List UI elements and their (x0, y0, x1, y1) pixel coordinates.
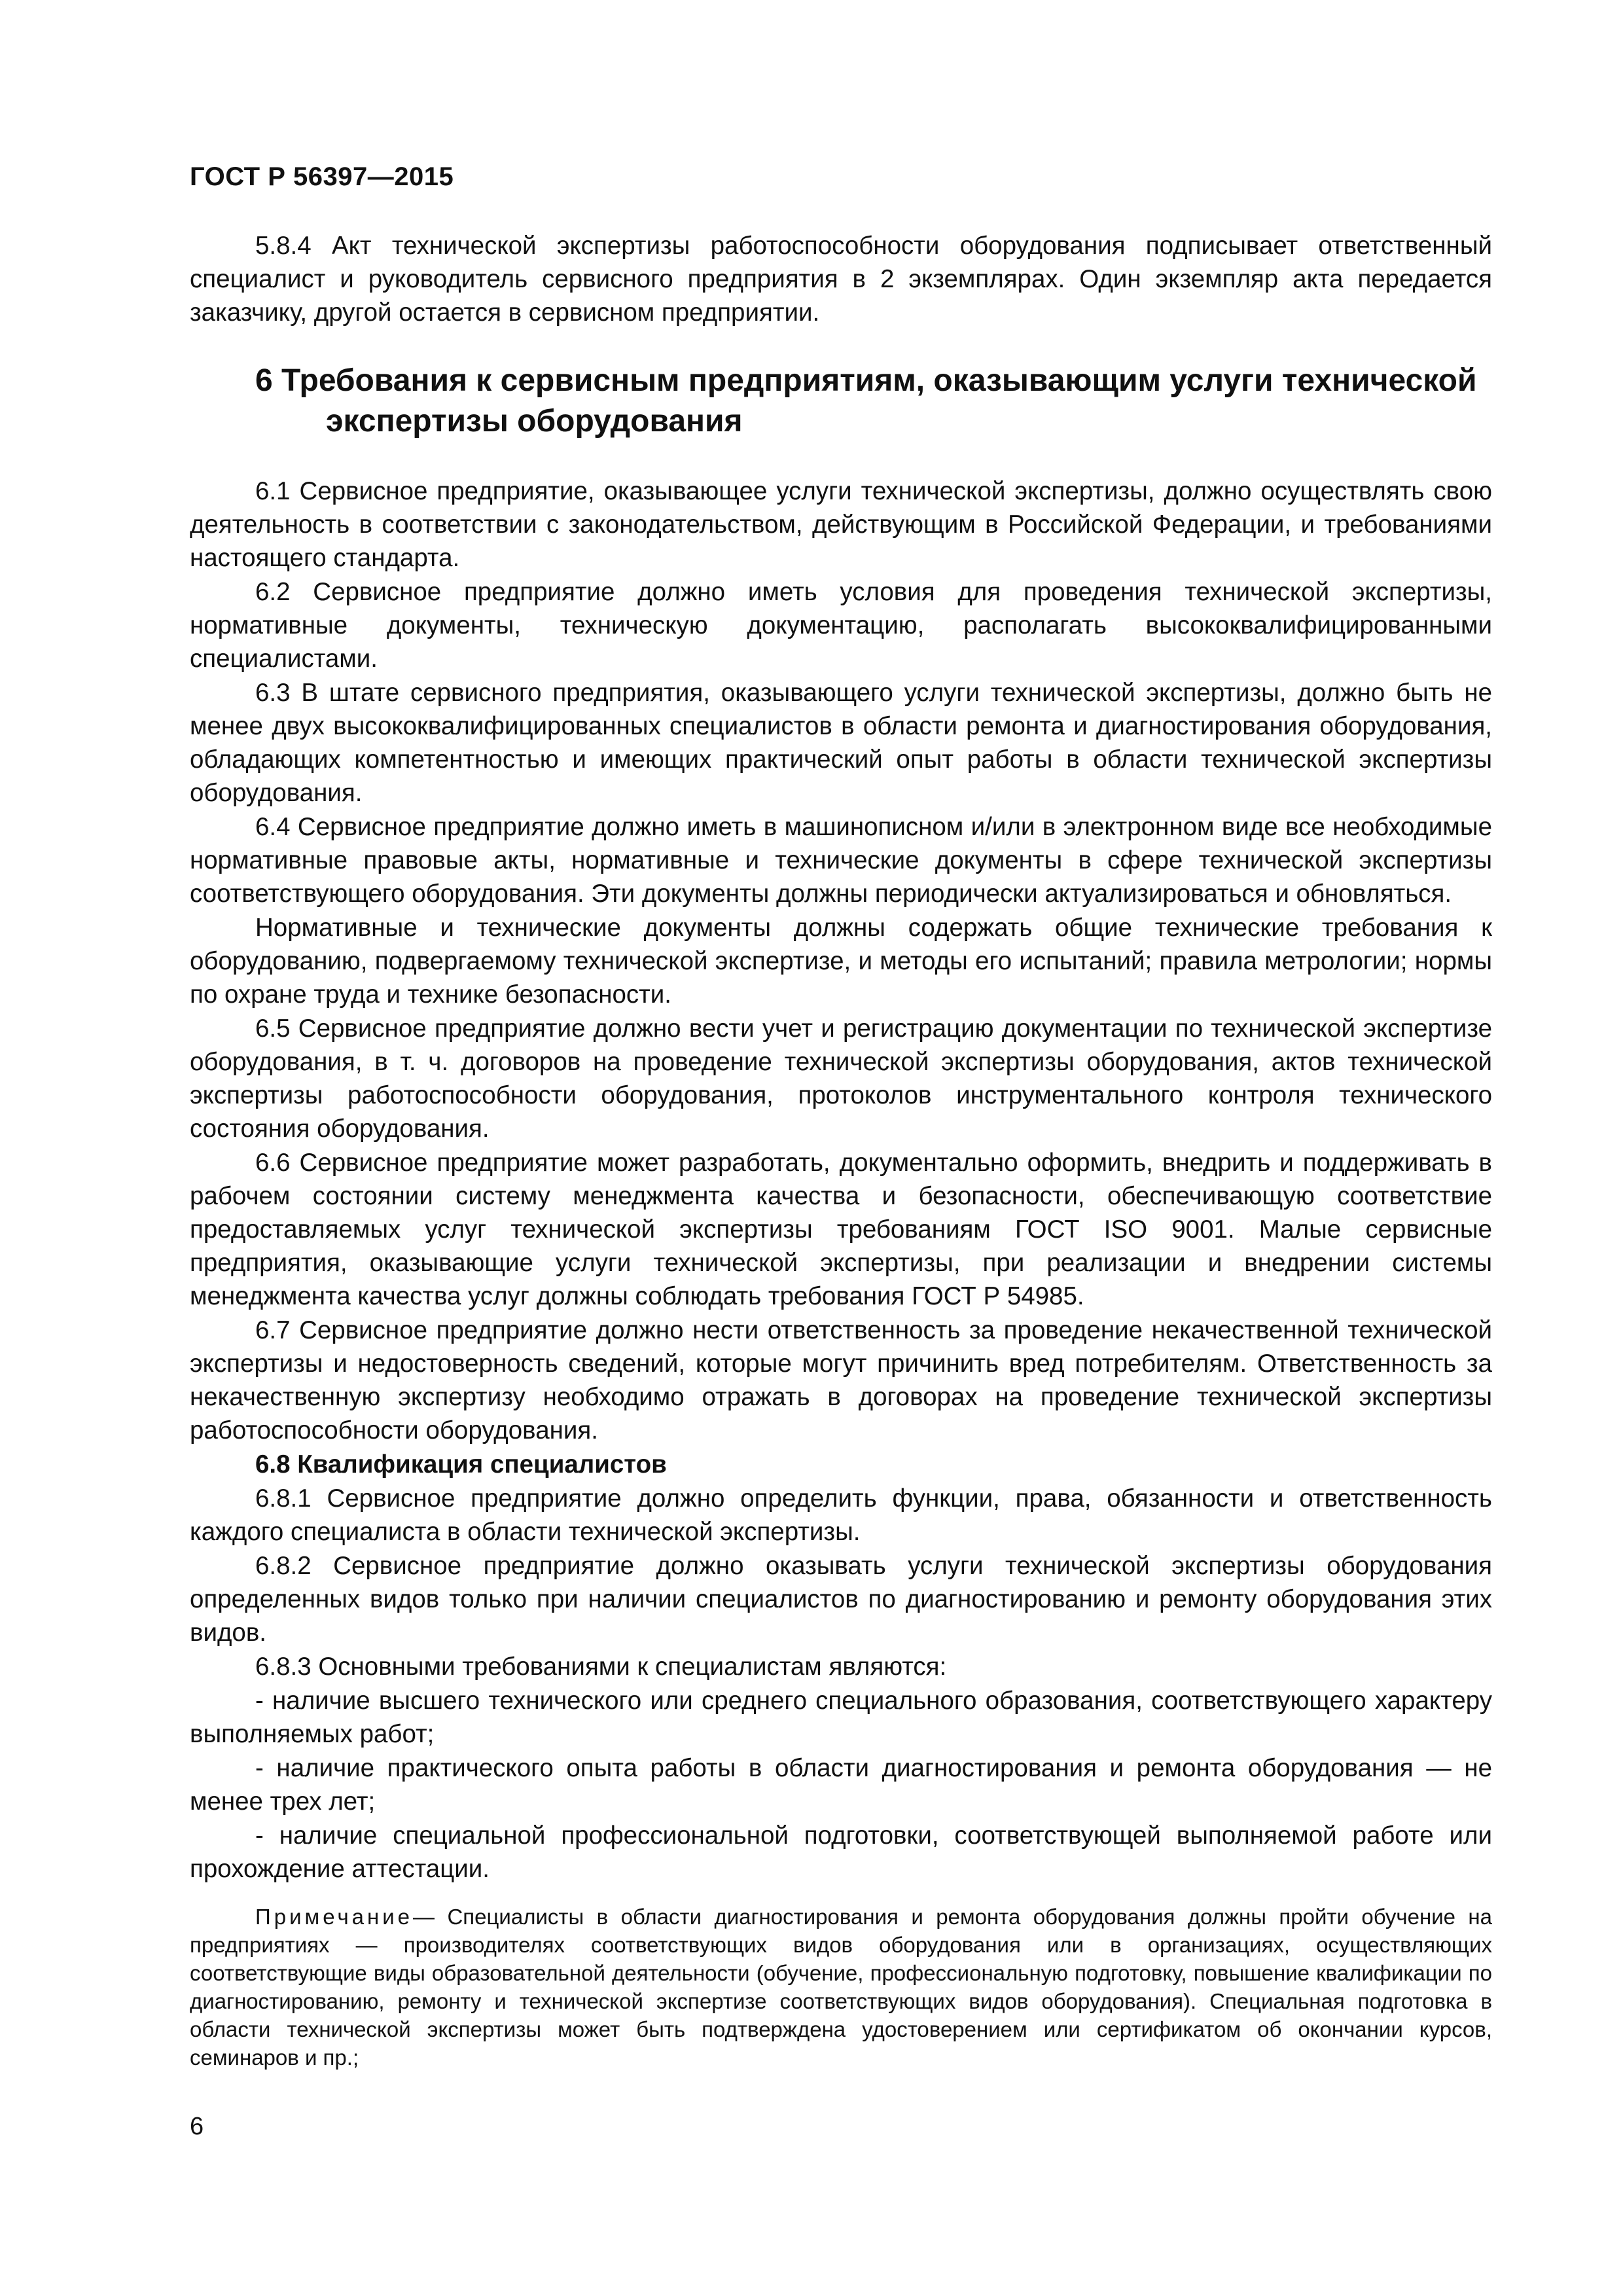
document-code-header: ГОСТ Р 56397—2015 (190, 162, 454, 191)
note-block (190, 1903, 1492, 2072)
note-label: Примечание (255, 1905, 414, 1929)
paragraph-5-8-4: 5.8.4 Акт технической экспертизы работоспособности оборудования подписывает ответственный специалист и руководитель сервисного предприятия в 2 экземплярах. Один экземпляр акта передается заказчику, другой остается в сервисном предприятии. (190, 232, 1492, 327)
paragraph-6-3: 6.3 В штате сервисного предприятия, оказывающего услуги технической экспертизы, должно быть не менее двух высококвалифицированных специалистов в области ремонта и диагностирования оборудования, обладающих компетентностью и имеющих практический опыт работы в области технической экспертизы оборудования. (190, 679, 1492, 807)
paragraph-6-5: 6.5 Сервисное предприятие должно вести учет и регистрацию документации по технической экспертизе оборудования, в т. ч. договоров на проведение технической экспертизы оборудования, актов технической экспертизы работоспособности оборудования, протоколов инструментального контроля технического состояния оборудования. (190, 1014, 1492, 1143)
paragraph-6-7: 6.7 Сервисное предприятие должно нести ответственность за проведение некачественной технической экспертизы и недостоверность сведений, которые могут причинить вред потребителям. Ответственность за некачественную экспертизу необходимо отражать в договорах на проведение технической экспертизы работоспособности оборудования. (190, 1316, 1492, 1444)
paragraph-6-8-1: 6.8.1 Сервисное предприятие должно определить функции, права, обязанности и ответственность каждого специалиста в области технической экспертизы. (190, 1484, 1492, 1546)
note-text: — Специалисты в области диагностирования и ремонта оборудования должны пройти обучение на предприятиях — производителях соответствующих видов оборудования или в организациях, осуществляющих соответствующие виды образовательной деятельности (обучение, профессиональную подготовку, повышение квалификации по диагностированию, ремонту и технической экспертизе соответствующих видов оборудования). Специальная подготовка в области технической экспертизы может быть подтверждена удостоверением или сертификатом об окончании курсов, семинаров и пр.; (190, 1905, 1492, 2070)
requirement-item-education: - наличие высшего технического или среднего специального образования, соответствующего характеру выполняемых работ; (190, 1687, 1492, 1748)
paragraph-6-4-continued: Нормативные и технические документы должны содержать общие технические требования к оборудованию, подвергаемому технической экспертизе, и методы его испытаний; правила метрологии; нормы по охране труда и технике безопасности. (190, 914, 1492, 1009)
requirement-item-experience: - наличие практического опыта работы в области диагностирования и ремонта оборудования — не менее трех лет; (190, 1754, 1492, 1816)
paragraph-6-8-3: 6.8.3 Основными требованиями к специалистам являются: (255, 1653, 947, 1681)
section-6-8-title: 6.8 Квалификация специалистов (255, 1450, 667, 1479)
paragraph-6-4: 6.4 Сервисное предприятие должно иметь в машинописном и/или в электронном виде все необходимые нормативные правовые акты, нормативные и технические документы в сфере технической экспертизы соответствующего оборудования. Эти документы должны периодически актуализироваться и обновляться. (190, 813, 1492, 908)
page-number: 6 (190, 2113, 204, 2140)
paragraph-6-6: 6.6 Сервисное предприятие может разработать, документально оформить, внедрить и поддерживать в рабочем состоянии систему менеджмента качества и безопасности, обеспечивающую соответствие предоставляемых услуг технической экспертизы требованиям ГОСТ ISO 9001. Малые сервисные предприятия, оказывающие услуги технической экспертизы, при реализации и внедрении системы менеджмента качества услуг должны соблюдать требования ГОСТ Р 54985. (190, 1149, 1492, 1310)
section-6-title: 6 Требования к сервисным предприятиям, оказывающим услуги технической экспертизы оборудования (255, 363, 1477, 439)
paragraph-6-1: 6.1 Сервисное предприятие, оказывающее услуги технической экспертизы, должно осуществлять свою деятельность в соответствии с законодательством, действующим в Российской Федерации, и требованиями настоящего стандарта. (190, 477, 1492, 572)
paragraph-6-8-2: 6.8.2 Сервисное предприятие должно оказывать услуги технической экспертизы оборудования определенных видов только при наличии специалистов по диагностированию и ремонту оборудования этих видов. (190, 1552, 1492, 1647)
requirement-item-training: - наличие специальной профессиональной подготовки, соответствующей выполняемой работе или прохождение аттестации. (190, 1821, 1492, 1883)
paragraph-6-2: 6.2 Сервисное предприятие должно иметь условия для проведения технической экспертизы, нормативные документы, техническую документацию, располагать высококвалифицированными специалистами. (190, 578, 1492, 673)
page-content (190, 229, 1492, 2093)
